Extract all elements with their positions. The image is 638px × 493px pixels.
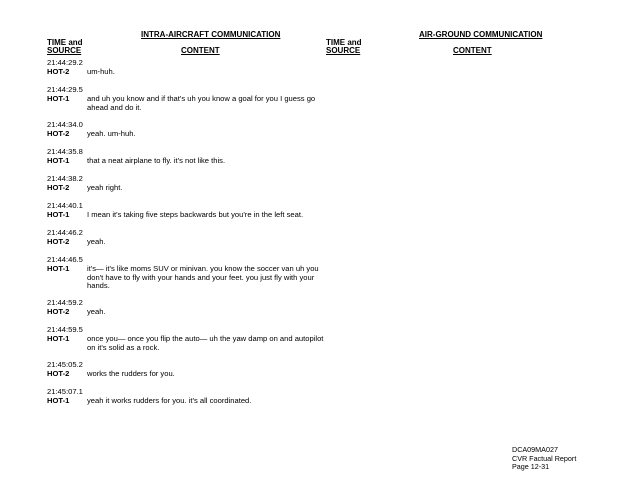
entry-text: yeah it works rudders for you. it's all coordinated. — [87, 396, 252, 405]
entry-time: 21:44:46.2 — [47, 228, 83, 237]
transcript-entries — [47, 58, 347, 414]
entry-text: yeah. — [87, 237, 106, 246]
entry-text: yeah. um-huh. — [87, 129, 136, 138]
report-title: CVR Factual Report — [512, 453, 577, 463]
entry-text: works the rudders for you. — [87, 369, 175, 378]
entry-source: HOT-2 — [47, 129, 70, 138]
entry-source: HOT-1 — [47, 94, 70, 103]
entry-time: 21:44:59.5 — [47, 325, 83, 334]
report-footer — [512, 446, 576, 472]
entry-time: 21:45:07.1 — [47, 387, 83, 396]
transcript-entry — [47, 201, 347, 228]
docket-number: DCA09MA027 — [512, 445, 558, 454]
entry-time: 21:44:40.1 — [47, 201, 83, 210]
entry-text: and uh you know and if that's uh you know a goal for you I guess go ahead and do it. — [87, 94, 316, 112]
entry-text: yeah right. — [87, 183, 123, 192]
entry-time: 21:44:35.8 — [47, 147, 83, 156]
transcript-entry — [47, 387, 347, 414]
entry-source: HOT-2 — [47, 237, 70, 246]
entry-source: HOT-1 — [47, 334, 70, 343]
entry-source: HOT-2 — [47, 183, 70, 192]
intra-aircraft-header: INTRA-AIRCRAFT COMMUNICATION — [141, 30, 281, 39]
entry-text: that a neat airplane to fly. it's not like this. — [87, 156, 226, 165]
entry-source: HOT-1 — [47, 264, 70, 273]
entry-source: HOT-1 — [47, 396, 70, 405]
transcript-entry — [47, 255, 347, 298]
entry-time: 21:45:05.2 — [47, 360, 83, 369]
transcript-entry — [47, 85, 347, 120]
page-number: Page 12-31 — [512, 462, 550, 472]
transcript-entry — [47, 325, 347, 360]
entry-text: it's— it's like moms SUV or minivan. you know the soccer van uh you don't have to fly with your hands and your feet. you just fly with your hands. — [87, 264, 319, 291]
time-and-label-right: TIME and — [326, 38, 362, 47]
transcript-entry — [47, 298, 347, 325]
entry-text: I mean it's taking five steps backwards but you're in the left seat. — [87, 210, 304, 219]
entry-source: HOT-1 — [47, 210, 70, 219]
air-ground-header: AIR-GROUND COMMUNICATION — [419, 30, 543, 39]
content-label-right: CONTENT — [453, 46, 492, 55]
entry-source: HOT-1 — [47, 156, 70, 165]
transcript-entry — [47, 174, 347, 201]
entry-source: HOT-2 — [47, 307, 70, 316]
content-label-left: CONTENT — [181, 46, 220, 55]
source-label-left: SOURCE — [47, 46, 82, 55]
time-and-label-left: TIME and — [47, 38, 83, 47]
transcript-entry — [47, 147, 347, 174]
transcript-entry — [47, 120, 347, 147]
entry-time: 21:44:46.5 — [47, 255, 83, 264]
transcript-entry — [47, 360, 347, 387]
transcript-entry — [47, 228, 347, 255]
source-label-right: SOURCE — [326, 46, 361, 55]
entry-time: 21:44:38.2 — [47, 174, 83, 183]
entry-time: 21:44:29.2 — [47, 58, 83, 67]
transcript-entry — [47, 58, 347, 85]
entry-text: yeah. — [87, 307, 106, 316]
entry-text: um-huh. — [87, 67, 115, 76]
entry-text: once you— once you flip the auto— uh the yaw damp on and autopilot on it's solid as a rock. — [87, 334, 324, 352]
entry-time: 21:44:59.2 — [47, 298, 83, 307]
entry-time: 21:44:34.0 — [47, 120, 83, 129]
entry-time: 21:44:29.5 — [47, 85, 83, 94]
entry-source: HOT-2 — [47, 67, 70, 76]
entry-source: HOT-2 — [47, 369, 70, 378]
